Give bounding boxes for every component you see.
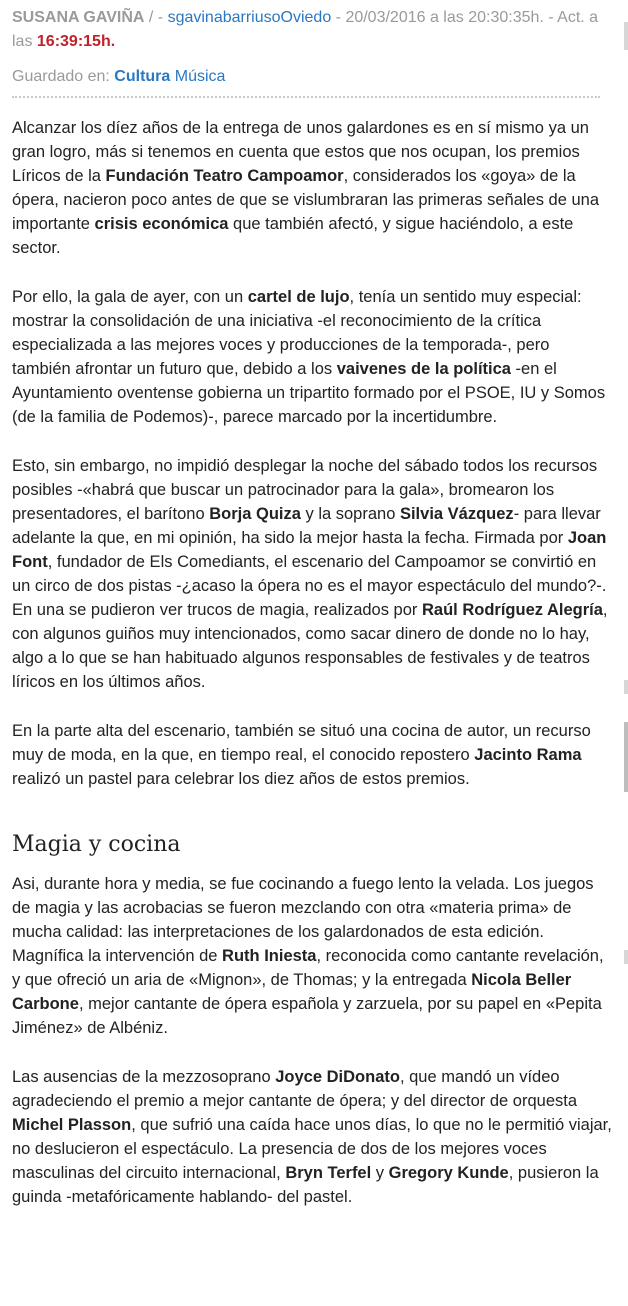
highlight-text: Borja Quiza	[209, 505, 301, 523]
highlight-text: Raúl Rodríguez Alegría	[422, 601, 603, 619]
author-handle-link[interactable]: sgavinabarriusoOviedo	[167, 9, 332, 26]
highlight-text: Gregory Kunde	[388, 1164, 509, 1182]
update-time: 16:39:15h.	[36, 33, 116, 50]
paragraph: Asi, durante hora y media, se fue cocinando a fuego lento la velada. Los juegos de magia y las acrobacias se fueron mezclando con otra «materia prima» de mucha calidad: las interpretaciones de los galardonados de esta edición. Magnífica la intervención de Ruth Iniesta, reconocida como cantante revelación, y que ofreció un aria de «Mignon», de Thomas; y la entregada Nicola Beller Carbone, mejor cantante de ópera española y zarzuela, por su papel en «Pepita Jiménez» de Albéniz.	[12, 875, 604, 1037]
author-name: SUSANA GAVIÑA	[12, 9, 145, 26]
publish-date: - 20/03/2016 a las 20:30:35h. - Act. a las	[12, 9, 599, 50]
article	[12, 0, 612, 1209]
highlight-text: cartel de lujo	[247, 288, 350, 306]
scroll-marker	[624, 950, 628, 964]
highlight-text: Michel Plasson	[12, 1116, 132, 1134]
saved-in-label: Guardado en:	[12, 68, 115, 85]
category-link-cultura[interactable]: Cultura	[114, 68, 171, 85]
paragraph: Las ausencias de la mezzosoprano Joyce DiDonato, que mandó un vídeo agradeciendo el premio a mejor cantante de ópera; y del director de orquesta Michel Plasson, que sufrió una caída hace unos días, lo que no le permitió viajar, no deslucieron el espectáculo. La presencia de dos de los mejores voces masculinas del circuito internacional, Bryn Terfel y Gregory Kunde, pusieron la guinda -metafóricamente hablando- del pastel.	[12, 1068, 612, 1206]
scrollbar-thumb[interactable]	[624, 722, 628, 792]
scroll-marker	[624, 680, 628, 694]
category-link-musica[interactable]: Música	[174, 68, 226, 85]
highlight-text: Fundación Teatro Campoamor	[105, 167, 344, 185]
byline	[12, 6, 612, 54]
highlight-text: Silvia Vázquez	[399, 505, 514, 523]
highlight-text: vaivenes de la política	[336, 360, 511, 378]
section-heading: Magia y cocina	[12, 832, 181, 857]
highlight-text: Joyce DiDonato	[275, 1068, 400, 1086]
highlight-text: Ruth Iniesta	[222, 947, 317, 965]
paragraph: En la parte alta del escenario, también se situó una cocina de autor, un recurso muy de moda, en la que, en tiempo real, el conocido repostero Jacinto Rama realizó un pastel para celebrar los diez años de estos premios.	[12, 722, 591, 788]
highlight-text: Bryn Terfel	[285, 1164, 372, 1182]
paragraph: Alcanzar los díez años de la entrega de unos galardones es en sí mismo ya un gran logro, más si tenemos en cuenta que estos que nos ocupan, los premios Líricos de la Fundación Teatro Campoamor, considerados los «goya» de la ópera, nacieron poco antes de que se vislumbraran las primeras señales de una importante crisis económica que también afectó, y sigue haciéndolo, a este sector.	[12, 119, 600, 257]
article-body	[12, 116, 612, 1209]
highlight-text: Jacinto Rama	[474, 746, 582, 764]
paragraph: Por ello, la gala de ayer, con un cartel de lujo, tenía un sentido muy especial: mostrar la consolidación de una iniciativa -el reconocimiento de la crítica especializada a las mejores voces y producciones de la temporada-, pero también afrontar un futuro que, debido a los vaivenes de la política -en el Ayuntamiento oventense gobierna un tripartito formado por el PSOE, IU y Somos (de la familia de Podemos)-, parece marcado por la incertidumbre.	[12, 288, 606, 426]
byline-separator: / -	[144, 9, 168, 26]
scroll-marker	[624, 22, 628, 50]
saved-in	[12, 67, 612, 87]
divider	[12, 96, 600, 98]
highlight-text: crisis económica	[94, 215, 229, 233]
paragraph: Esto, sin embargo, no impidió desplegar la noche del sábado todos los recursos posibles -«habrá que buscar un patrocinador para la gala», bromearon los presentadores, el barítono Borja Quiza y la soprano Silvia Vázquez- para llevar adelante la que, en mi opinión, ha sido la mejor hasta la fecha. Firmada por Joan Font, fundador de Els Comediants, el escenario del Campoamor se convirtió en un circo de dos pistas -¿acaso la ópera no es el mayor espectáculo del mundo?-. En una se pudieron ver trucos de magia, realizados por Raúl Rodríguez Alegría, con algunos guiños muy intencionados, como sacar dinero de donde no lo hay, algo a lo que se han habituado algunos responsables de festivales y de teatros líricos en los últimos años.	[12, 457, 608, 691]
scrollbar-track[interactable]	[622, 0, 628, 1306]
highlight-text: Nicola Beller Carbone	[12, 971, 572, 1013]
highlight-text: Joan Font	[12, 529, 607, 571]
